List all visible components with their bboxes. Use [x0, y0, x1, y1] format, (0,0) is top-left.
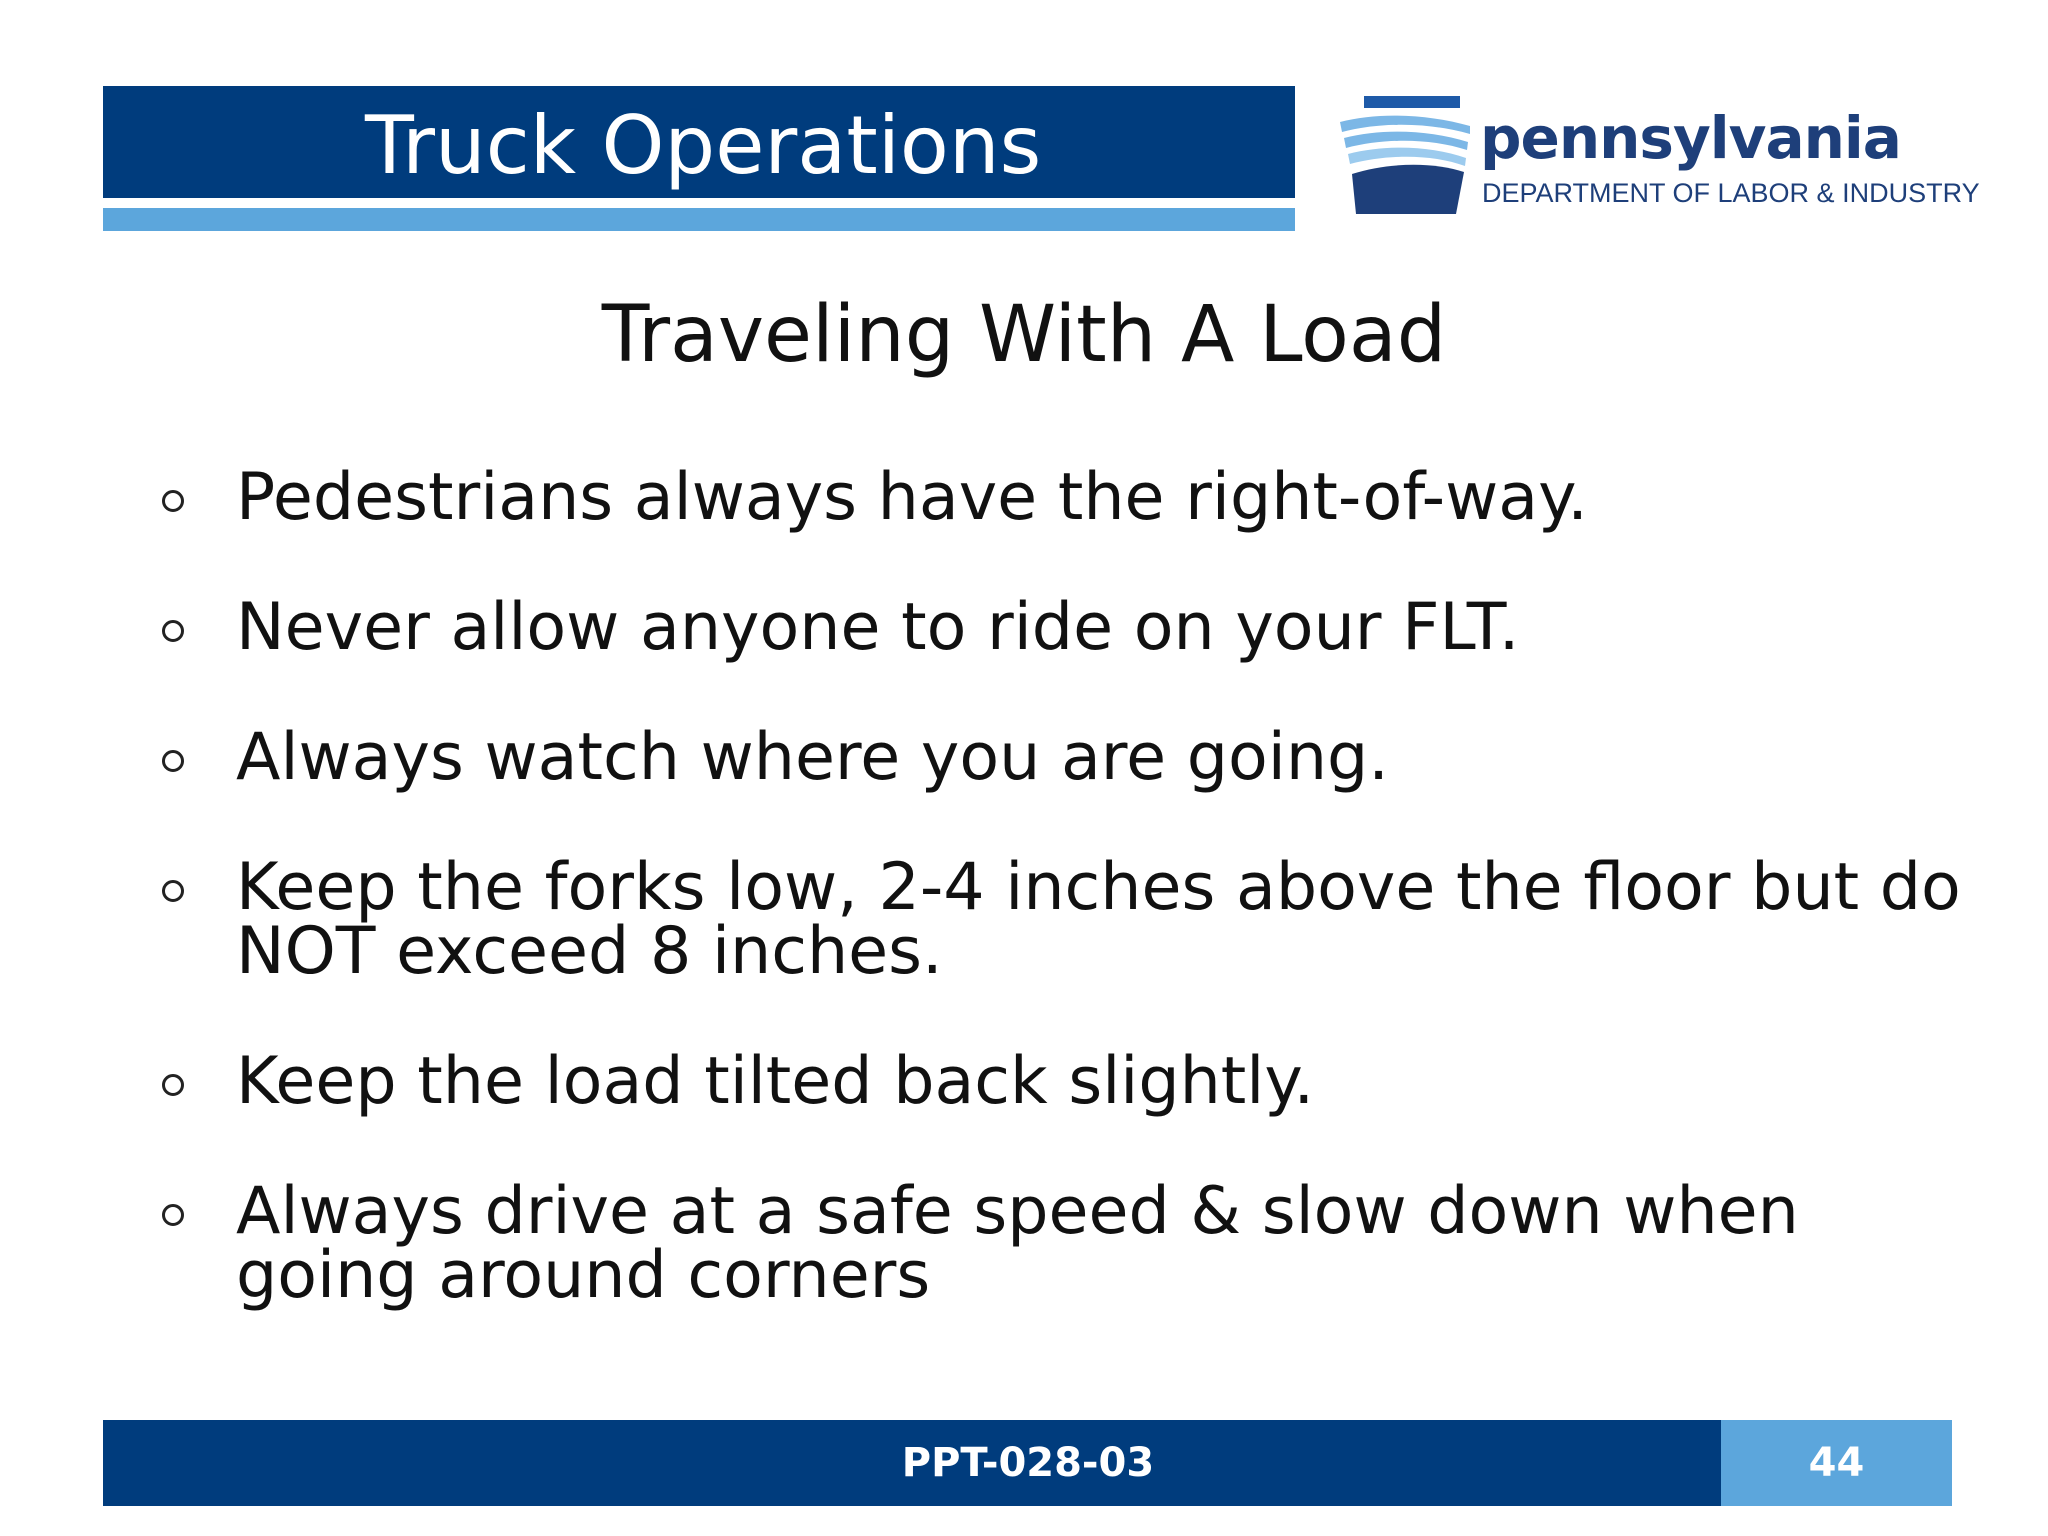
bullet-list	[160, 460, 1980, 1374]
slide-title: Traveling With A Load	[601, 290, 1447, 380]
circle-bullet-icon	[160, 746, 190, 776]
footer-page-number: 44	[1808, 1440, 1865, 1486]
circle-bullet-icon	[160, 1200, 190, 1230]
list-item	[160, 590, 1980, 665]
circle-bullet-icon	[160, 616, 190, 646]
list-item	[160, 460, 1980, 535]
bullet-text: Pedestrians always have the right-of-way.	[236, 460, 1588, 535]
circle-bullet-icon	[160, 486, 190, 516]
logo-department: DEPARTMENT OF LABOR & INDUSTRY	[1482, 178, 1980, 208]
bullet-text: Always watch where you are going.	[236, 720, 1389, 795]
bullet-text: Always drive at a safe speed & slow down when going around corners	[236, 1174, 1799, 1313]
keystone-logo-icon	[1338, 92, 1478, 222]
header-accent-stripe	[103, 208, 1295, 231]
circle-bullet-icon	[160, 876, 190, 906]
footer-document-code: PPT-028-03	[901, 1440, 1155, 1486]
bullet-text: Keep the load tilted back slightly.	[236, 1044, 1315, 1119]
circle-bullet-icon	[160, 1070, 190, 1100]
list-item	[160, 1044, 1980, 1119]
list-item	[160, 720, 1980, 795]
list-item	[160, 850, 1980, 989]
bullet-text: Never allow anyone to ride on your FLT.	[236, 590, 1520, 665]
bullet-text: Keep the forks low, 2-4 inches above the floor but do NOT exceed 8 inches.	[236, 850, 1961, 989]
header-title: Truck Operations	[365, 99, 1042, 192]
pa-labor-industry-logo	[1338, 92, 1978, 222]
logo-wordmark: pennsylvania	[1480, 104, 1901, 172]
list-item	[160, 1174, 1980, 1313]
